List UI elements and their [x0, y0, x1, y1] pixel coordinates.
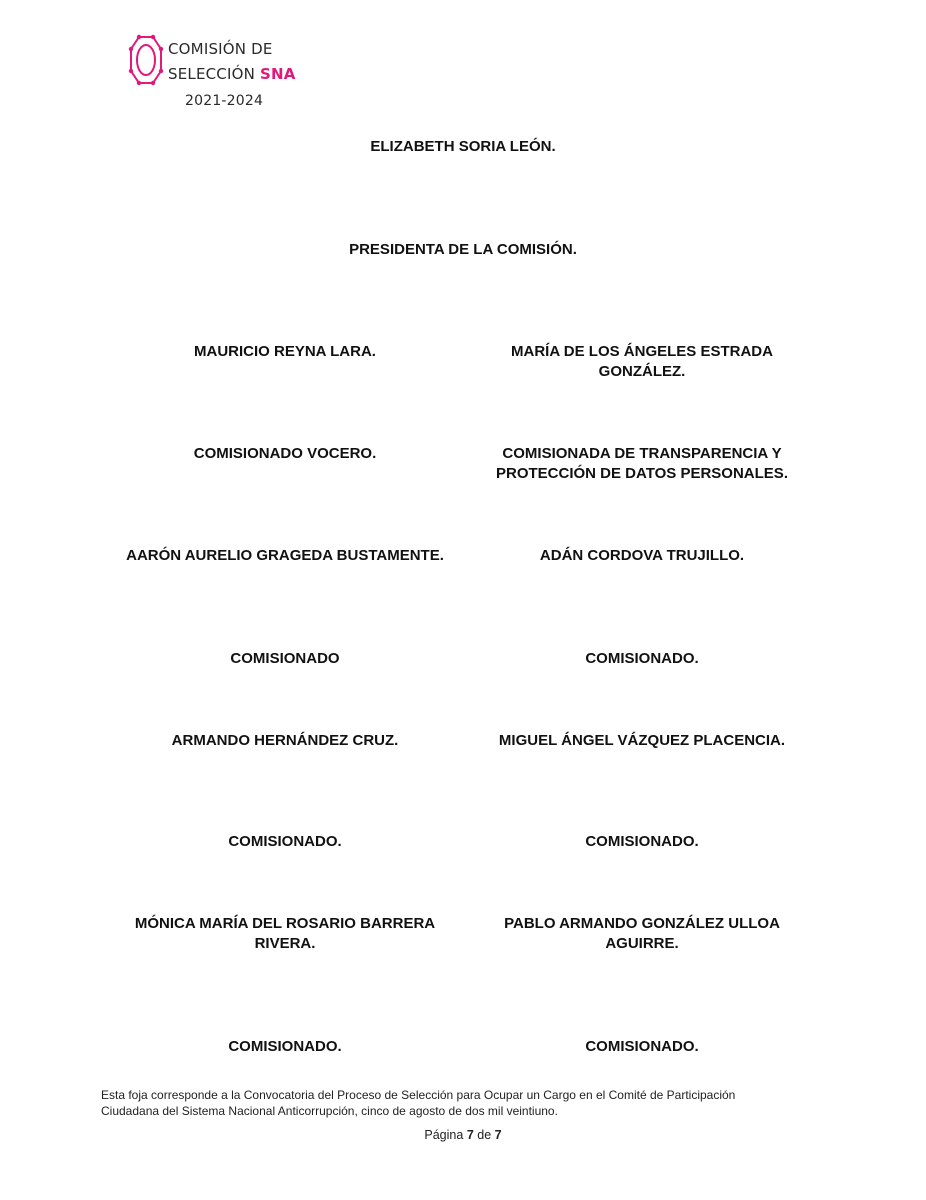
logo-years: 2021-2024: [185, 93, 264, 109]
signatory-name-right-1-line1: MARÍA DE LOS ÁNGELES ESTRADA: [511, 343, 773, 360]
logo-text-seleccion: SELECCIÓN: [168, 65, 256, 83]
signatory-name-right-4-line2: AGUIRRE.: [605, 935, 679, 952]
page-of: de: [477, 1128, 492, 1142]
president-role: PRESIDENTA DE LA COMISIÓN.: [349, 241, 577, 258]
signatory-role-right-1: [462, 444, 822, 484]
signatory-name-left-4-line2: RIVERA.: [254, 935, 316, 952]
signatory-role-left-1: COMISIONADO VOCERO.: [193, 445, 377, 462]
page-label: Página: [424, 1128, 464, 1142]
footer-note: [101, 1087, 831, 1119]
commission-logo: [128, 30, 298, 112]
signatory-role-right-4: COMISIONADO.: [585, 1038, 699, 1055]
octagon-logo-icon: [128, 30, 164, 90]
signatory-name-right-2: ADÁN CORDOVA TRUJILLO.: [539, 547, 745, 564]
president-name: ELIZABETH SORIA LEÓN.: [370, 138, 556, 155]
signatory-name-right-3: MIGUEL ÁNGEL VÁZQUEZ PLACENCIA.: [498, 732, 786, 749]
signatory-role-left-2: COMISIONADO: [230, 650, 340, 667]
signatory-role-right-2: COMISIONADO.: [585, 650, 699, 667]
signatory-name-left-4-line1: MÓNICA MARÍA DEL ROSARIO BARRERA: [134, 915, 436, 932]
signatory-name-right-1-line2: GONZÁLEZ.: [598, 363, 686, 380]
page-total: 7: [494, 1128, 502, 1142]
signatory-role-left-3: COMISIONADO.: [228, 833, 342, 850]
footer-note-line1: Esta foja corresponde a la Convocatoria del Proceso de Selección para Ocupar un Cargo en el Comité de Participación: [101, 1088, 736, 1102]
signatory-name-left-1: MAURICIO REYNA LARA.: [194, 343, 376, 360]
logo-text-line1: COMISIÓN DE: [168, 40, 273, 58]
signatory-role-right-3: COMISIONADO.: [585, 833, 699, 850]
signatory-role-right-1-line1: COMISIONADA DE TRANSPARENCIA Y: [502, 445, 782, 462]
signatory-name-left-3: ARMANDO HERNÁNDEZ CRUZ.: [171, 732, 399, 749]
footer-note-line2: Ciudadana del Sistema Nacional Anticorrupción, cinco de agosto de dos mil veintiuno.: [101, 1104, 558, 1118]
page-current: 7: [466, 1128, 474, 1142]
page-number: [0, 1128, 926, 1142]
logo-text-sna: SNA: [260, 65, 296, 83]
logo-text-line2: [168, 65, 296, 83]
signatory-role-left-4: COMISIONADO.: [228, 1038, 342, 1055]
signatory-name-right-1: [462, 342, 822, 382]
signatory-name-left-4: [105, 914, 465, 954]
signatory-name-left-2: AARÓN AURELIO GRAGEDA BUSTAMENTE.: [126, 547, 444, 564]
signatory-name-right-4: [462, 914, 822, 954]
signatory-name-right-4-line1: PABLO ARMANDO GONZÁLEZ ULLOA: [504, 915, 780, 932]
signatory-role-right-1-line2: PROTECCIÓN DE DATOS PERSONALES.: [496, 465, 788, 482]
